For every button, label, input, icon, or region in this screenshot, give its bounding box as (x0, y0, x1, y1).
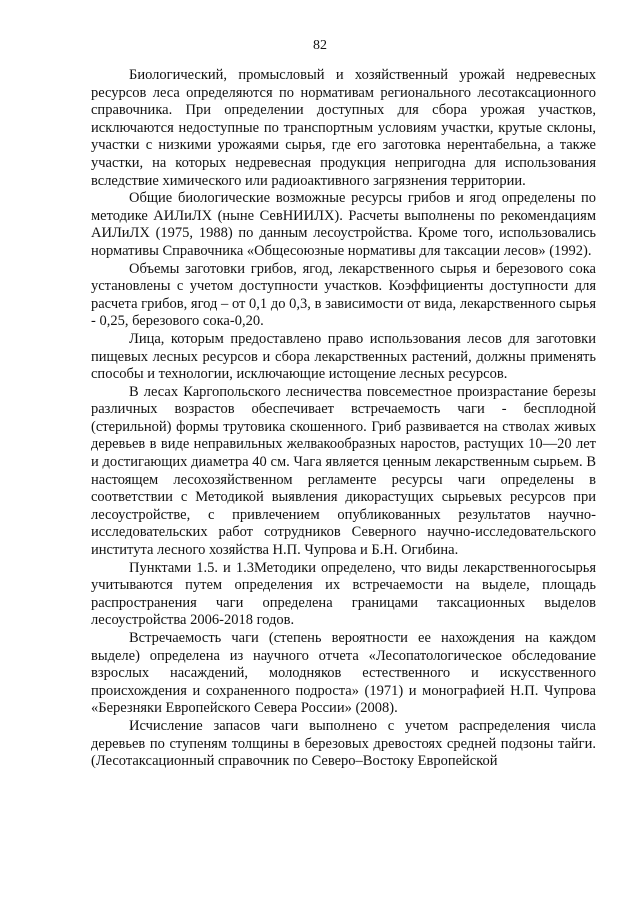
document-body (91, 67, 596, 771)
paragraph-chaga-occurrence: В лесах Каргопольского лесничества повсеместное произрастание березы различных возрастов обеспечивает встречаемость чаги - бесплодной (стерильной) формы трутовика скошенного. Гриб развивается на стволах живых деревьев в виде неправильных желвакообразных наростов, растущих 10—20 лет и достигающих диаметра 40 см. Чага является ценным лекарственным сырьем. В настоящем лесохозяйственном регламенте ресурсы чаги определены в соответствии с Методикой выявления дикорастущих сырьевых ресурсов при лесоустройстве, с привлечением опубликованных результатов научно-исследовательских работ сотрудников Северного научно-исследовательского института лесного хозяйства Н.П. Чупрова и Б.Н. Огибина. (91, 383, 596, 559)
page-number: 82 (313, 38, 327, 53)
paragraph-harvest-norms: Биологический, промысловый и хозяйственный урожай недревесных ресурсов леса определяются по нормативам регионального лесотаксационного справочника. При определении доступных для сбора урожая участков, исключаются недоступные по транспортным условиям участки, крутые склоны, участки с низкими урожаями сырья, где его заготовка нерентабельна, а также участки, на которых недревесная продукция непригодна для использования вследствие химического или радиоактивного загрязнения территории. (91, 67, 596, 189)
paragraph-chaga-stock-calculation: Исчисление запасов чаги выполнено с учетом распределения числа деревьев по ступеням толщины в березовых древостоях средней подзоны тайги. (Лесотаксационный справочник по Северо–Востоку Европейской (91, 717, 596, 770)
paragraph-harvesting-methods: Лица, которым предоставлено право использования лесов для заготовки пищевых лесных ресурсов и сбора лекарственных растений, должны применять способы и технологии, исключающие истощение лесных ресурсов. (91, 330, 596, 383)
paragraph-methodology-points: Пунктами 1.5. и 1.3Методики определено, что виды лекарственногосырья учитываются путем определения их встречаемости на выделе, площадь распространения чаги определена границами таксационных выделов лесоустройства 2006-2018 годов. (91, 559, 596, 629)
paragraph-accessibility-coefficients: Объемы заготовки грибов, ягод, лекарственного сырья и березового сока установлены с учетом доступности участков. Коэффициенты доступности для расчета грибов, ягод – от 0,1 до 0,3, в зависимости от вида, лекарственного сырья - 0,25, березового сока-0,20. (91, 260, 596, 330)
paragraph-chaga-probability: Встречаемость чаги (степень вероятности ее нахождения на каждом выделе) определена из научного отчета «Лесопатологическое обследование взрослых насаждений, молодняков естественного и искусственного происхождения и сохраненного подроста» (1971) и монографией Н.П. Чупрова «Березняки Европейского Севера России» (2008). (91, 630, 596, 717)
paragraph-mushroom-berry-methodology: Общие биологические возможные ресурсы грибов и ягод определены по методике АИЛиЛХ (ныне СевНИИЛХ). Расчеты выполнены по рекомендациям АИЛиЛХ (1975, 1988) по данным лесоустройства. Кроме того, использовались нормативы Справочника «Общесоюзные нормативы для таксации лесов» (1992). (91, 190, 596, 259)
